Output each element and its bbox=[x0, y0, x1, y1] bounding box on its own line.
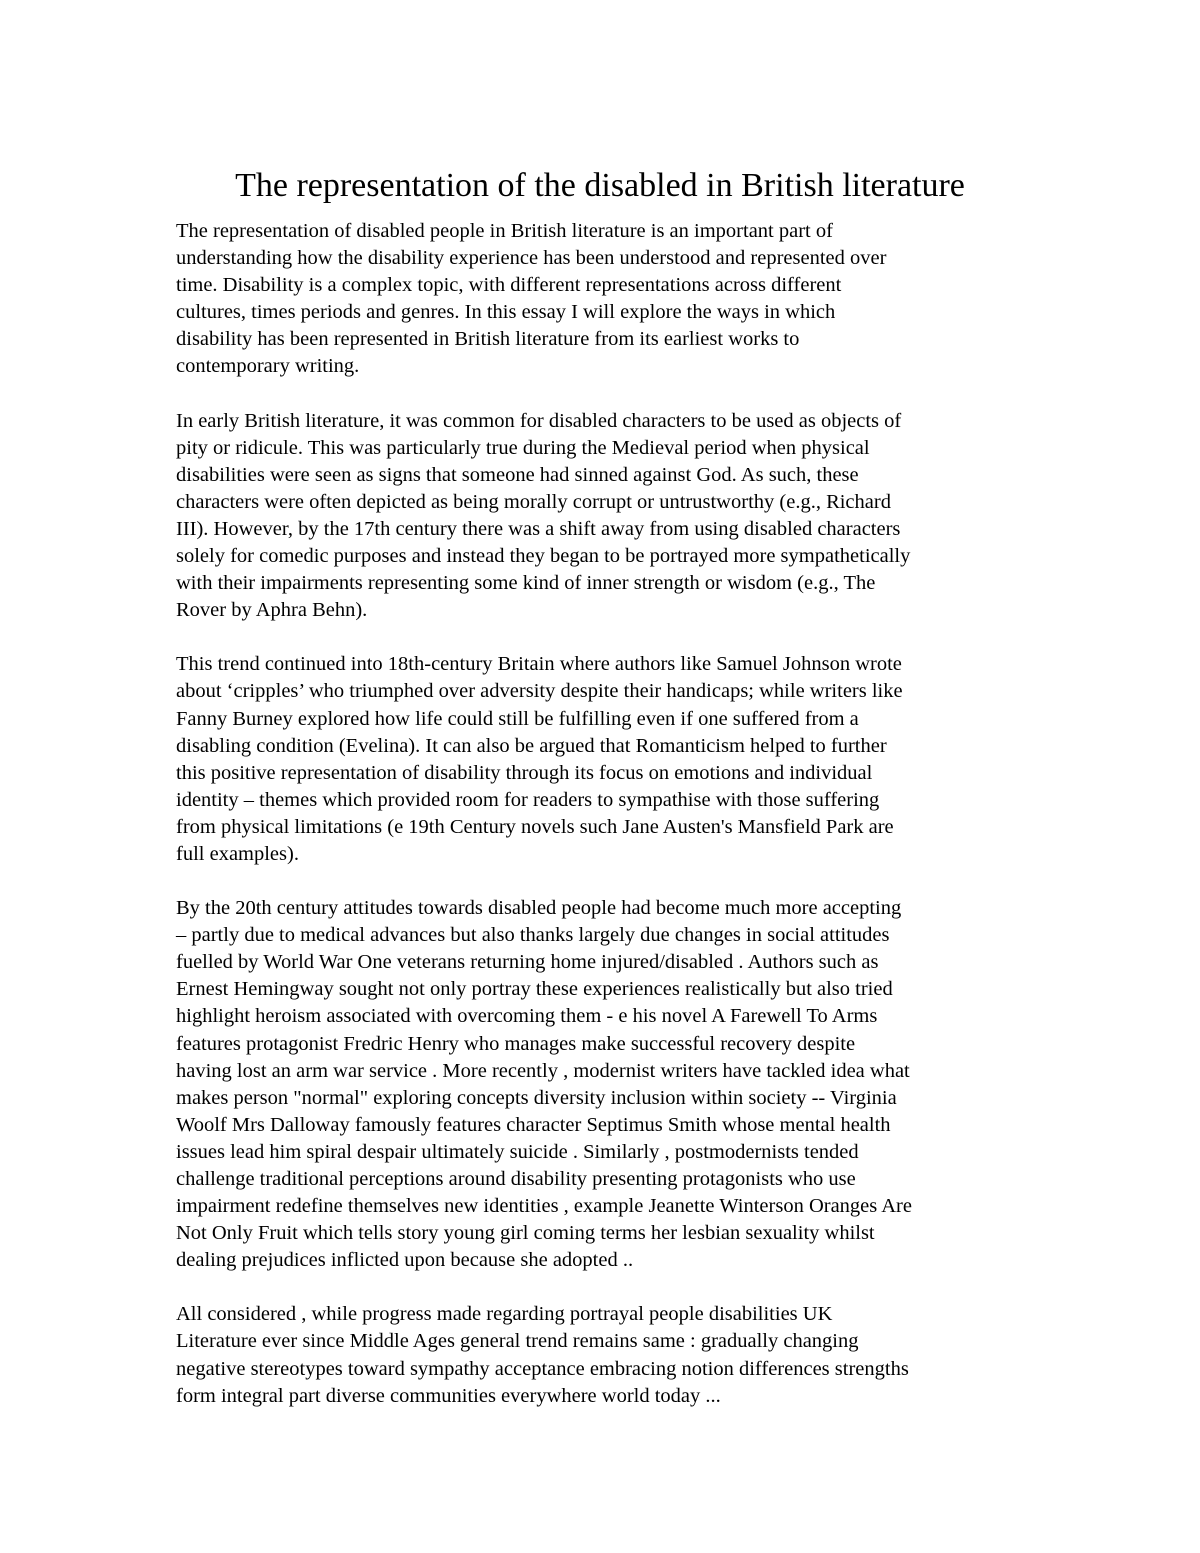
paragraph-line: challenge traditional perceptions around disability presenting protagonists who use bbox=[176, 1168, 856, 1190]
paragraph-line: disabilities were seen as signs that someone had sinned against God. As such, these bbox=[176, 463, 859, 486]
document-title: The representation of the disabled in British literature bbox=[235, 167, 965, 204]
paragraph-line: Woolf Mrs Dalloway famously features character Septimus Smith whose mental health bbox=[176, 1113, 891, 1136]
paragraph-line: form integral part diverse communities everywhere world today ... bbox=[176, 1384, 721, 1407]
paragraph-1 bbox=[176, 218, 1036, 381]
paragraph-line: having lost an arm war service . More recently , modernist writers have tackled idea what bbox=[176, 1059, 910, 1082]
paragraph-line: highlight heroism associated with overcoming them - e his novel A Farewell To Arms bbox=[176, 1005, 878, 1028]
paragraph-line: Literature ever since Middle Ages general trend remains same : gradually changing bbox=[176, 1330, 859, 1353]
paragraph-line: disability has been represented in British literature from its earliest works to bbox=[176, 328, 800, 351]
paragraph-line: understanding how the disability experience has been understood and represented over bbox=[176, 247, 887, 270]
paragraph-line: time. Disability is a complex topic, with different representations across different bbox=[176, 274, 842, 297]
paragraph-line: pity or ridicule. This was particularly true during the Medieval period when physical bbox=[176, 436, 870, 459]
paragraph-line: impairment redefine themselves new identities , example Jeanette Winterson Oranges Are bbox=[176, 1195, 912, 1218]
paragraph-line: cultures, times periods and genres. In this essay I will explore the ways in which bbox=[176, 301, 836, 324]
paragraph-line: this positive representation of disability through its focus on emotions and individual bbox=[176, 761, 873, 784]
document-body bbox=[176, 218, 1036, 1437]
paragraph-line: All considered , while progress made regarding portrayal people disabilities UK bbox=[176, 1303, 833, 1326]
paragraph-line: Fanny Burney explored how life could still be fulfilling even if one suffered from a bbox=[176, 707, 859, 730]
paragraph-line: features protagonist Fredric Henry who manages make successful recovery despite bbox=[176, 1032, 856, 1055]
paragraph-line: – partly due to medical advances but also thanks largely due changes in social attitudes bbox=[176, 924, 890, 947]
paragraph-line: dealing prejudices inflicted upon because she adopted .. bbox=[176, 1249, 634, 1272]
paragraph-3 bbox=[176, 651, 1036, 868]
paragraph-5 bbox=[176, 1301, 1036, 1409]
paragraph-line: disabling condition (Evelina). It can also be argued that Romanticism helped to further bbox=[176, 734, 887, 757]
paragraph-4 bbox=[176, 895, 1036, 1274]
paragraph-line: By the 20th century attitudes towards disabled people had become much more accepting bbox=[176, 897, 902, 920]
paragraph-line: makes person "normal" exploring concepts diversity inclusion within society -- Virginia bbox=[176, 1086, 897, 1109]
paragraph-line: fuelled by World War One veterans returning home injured/disabled . Authors such as bbox=[176, 951, 879, 974]
paragraph-line: Not Only Fruit which tells story young girl coming terms her lesbian sexuality whilst bbox=[176, 1222, 875, 1245]
paragraph-line: solely for comedic purposes and instead they began to be portrayed more sympathetically bbox=[176, 545, 911, 568]
paragraph-line: from physical limitations (e 19th Century novels such Jane Austen's Mansfield Park are bbox=[176, 815, 894, 838]
paragraph-2 bbox=[176, 408, 1036, 625]
paragraph-line: negative stereotypes toward sympathy acceptance embracing notion differences strengths bbox=[176, 1357, 909, 1380]
paragraph-line: identity – themes which provided room for readers to sympathise with those suffering bbox=[176, 788, 880, 811]
paragraph-line: Ernest Hemingway sought not only portray these experiences realistically but also tried bbox=[176, 978, 893, 1001]
paragraph-line: Rover by Aphra Behn). bbox=[176, 599, 368, 622]
paragraph-line: The representation of disabled people in British literature is an important part of bbox=[176, 220, 833, 242]
paragraph-line: III). However, by the 17th century there was a shift away from using disabled characters bbox=[176, 517, 901, 540]
paragraph-line: In early British literature, it was common for disabled characters to be used as objects of bbox=[176, 409, 902, 432]
paragraph-line: contemporary writing. bbox=[176, 355, 360, 378]
paragraph-line: characters were often depicted as being morally corrupt or untrustworthy (e.g., Richard bbox=[176, 490, 891, 513]
paragraph-line: This trend continued into 18th-century Britain where authors like Samuel Johnson wrote bbox=[176, 653, 902, 676]
paragraph-line: issues lead him spiral despair ultimately suicide . Similarly , postmodernists tended bbox=[176, 1140, 859, 1163]
paragraph-line: about ‘cripples’ who triumphed over adversity despite their handicaps; while writers like bbox=[176, 680, 903, 703]
paragraph-line: with their impairments representing some kind of inner strength or wisdom (e.g., The bbox=[176, 572, 876, 595]
paragraph-line: full examples). bbox=[176, 842, 299, 865]
